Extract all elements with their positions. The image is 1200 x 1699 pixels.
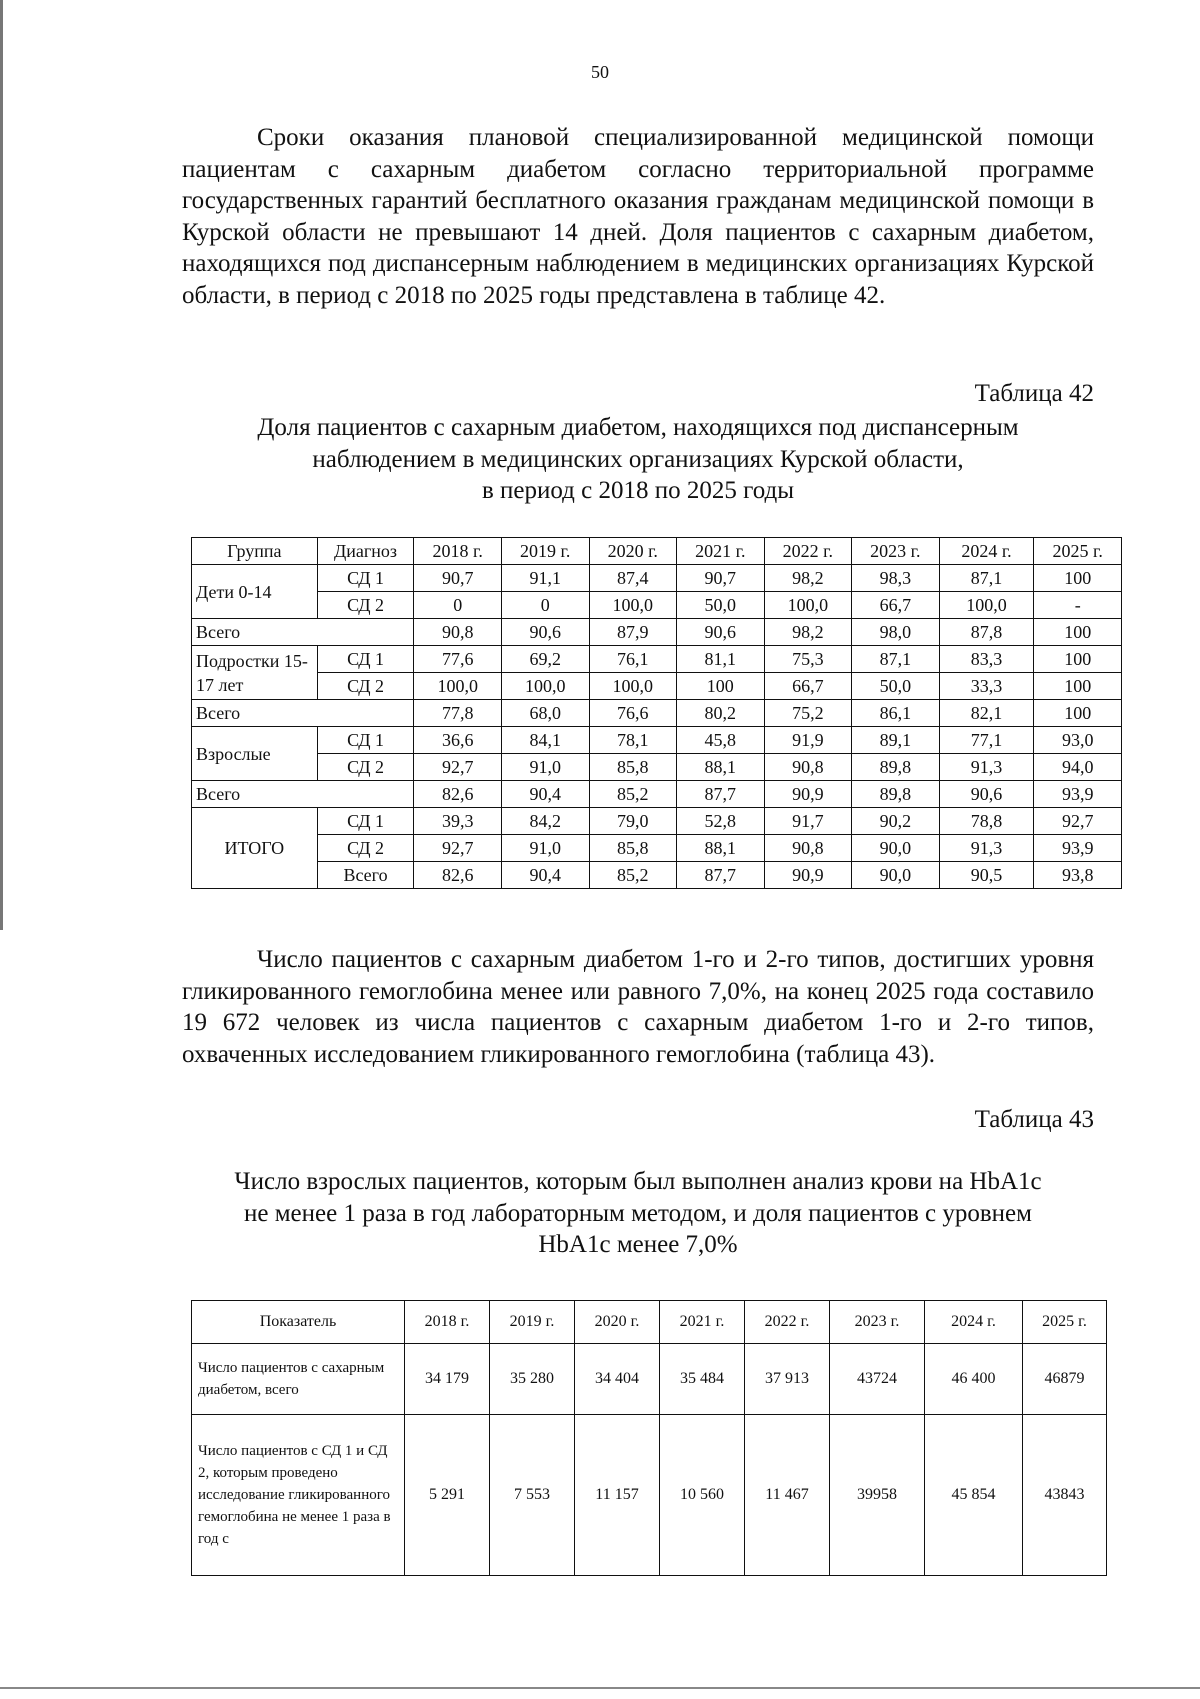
- table-43-caption: [182, 1166, 1094, 1261]
- value-cell: 94,0: [1034, 754, 1122, 781]
- value-cell: 86,1: [852, 700, 940, 727]
- value-cell: 98,2: [764, 565, 852, 592]
- table-42-body: [192, 565, 1122, 889]
- value-cell: 90,0: [852, 862, 940, 889]
- header-cell: 2025 г.: [1034, 538, 1122, 565]
- header-cell: 2020 г.: [575, 1301, 660, 1344]
- caption-line: Число взрослых пациентов, которым был выполнен анализ крови на HbA1c: [234, 1168, 1042, 1195]
- value-cell: 75,2: [764, 700, 852, 727]
- value-cell: 85,8: [589, 835, 677, 862]
- table-42: [191, 537, 1122, 889]
- value-cell: 0: [501, 592, 589, 619]
- value-cell: 43724: [830, 1344, 925, 1415]
- caption-line: в период с 2018 по 2025 годы: [481, 477, 795, 504]
- value-cell: 93,8: [1034, 862, 1122, 889]
- header-cell: 2022 г.: [745, 1301, 830, 1344]
- value-cell: 90,6: [501, 619, 589, 646]
- diagnosis-cell: СД 1: [317, 565, 414, 592]
- header-cell: Показатель: [192, 1301, 405, 1344]
- header-cell: 2022 г.: [764, 538, 852, 565]
- header-cell: 2018 г.: [405, 1301, 490, 1344]
- value-cell: 93,9: [1034, 835, 1122, 862]
- value-cell: 92,7: [1034, 808, 1122, 835]
- table-row: [192, 592, 1122, 619]
- value-cell: 82,6: [414, 862, 502, 889]
- value-cell: 91,9: [764, 727, 852, 754]
- value-cell: 76,1: [589, 646, 677, 673]
- value-cell: 79,0: [589, 808, 677, 835]
- value-cell: 11 157: [575, 1415, 660, 1576]
- diagnosis-cell: СД 1: [317, 808, 414, 835]
- header-cell: Диагноз: [317, 538, 414, 565]
- total-label-cell: Всего: [192, 781, 414, 808]
- scan-bottom-edge: [0, 1687, 1200, 1689]
- value-cell: 50,0: [852, 673, 940, 700]
- value-cell: 75,3: [764, 646, 852, 673]
- header-cell: 2024 г.: [925, 1301, 1023, 1344]
- header-cell: 2023 г.: [852, 538, 940, 565]
- value-cell: 90,8: [414, 619, 502, 646]
- value-cell: 90,7: [677, 565, 765, 592]
- diagnosis-cell: СД 2: [317, 754, 414, 781]
- value-cell: 52,8: [677, 808, 765, 835]
- value-cell: 87,1: [852, 646, 940, 673]
- value-cell: 100: [677, 673, 765, 700]
- value-cell: 87,8: [939, 619, 1034, 646]
- value-cell: 90,8: [764, 835, 852, 862]
- header-cell: Группа: [192, 538, 318, 565]
- value-cell: 68,0: [501, 700, 589, 727]
- value-cell: 91,3: [939, 835, 1034, 862]
- value-cell: 100,0: [501, 673, 589, 700]
- value-cell: 88,1: [677, 835, 765, 862]
- value-cell: 50,0: [677, 592, 765, 619]
- diagnosis-cell: СД 1: [317, 727, 414, 754]
- value-cell: 98,2: [764, 619, 852, 646]
- value-cell: 46 400: [925, 1344, 1023, 1415]
- header-cell: 2024 г.: [939, 538, 1034, 565]
- caption-line: HbA1c менее 7,0%: [538, 1231, 738, 1258]
- value-cell: 84,1: [501, 727, 589, 754]
- value-cell: 45 854: [925, 1415, 1023, 1576]
- value-cell: 87,1: [939, 565, 1034, 592]
- value-cell: 93,9: [1034, 781, 1122, 808]
- table-row: [192, 835, 1122, 862]
- header-cell: 2021 г.: [677, 538, 765, 565]
- value-cell: 11 467: [745, 1415, 830, 1576]
- value-cell: 43843: [1023, 1415, 1107, 1576]
- value-cell: 98,3: [852, 565, 940, 592]
- value-cell: 100: [1034, 619, 1122, 646]
- value-cell: 88,1: [677, 754, 765, 781]
- value-cell: 78,8: [939, 808, 1034, 835]
- value-cell: 85,2: [589, 781, 677, 808]
- header-cell: 2020 г.: [589, 538, 677, 565]
- value-cell: 87,7: [677, 781, 765, 808]
- caption-line: не менее 1 раза в год лабораторным методом, и доля пациентов с уровнем: [244, 1199, 1032, 1227]
- value-cell: 46879: [1023, 1344, 1107, 1415]
- value-cell: 90,9: [764, 781, 852, 808]
- table-43-label: Таблица 43: [974, 1106, 1094, 1133]
- page-number: 50: [591, 62, 609, 82]
- value-cell: 91,0: [501, 835, 589, 862]
- value-cell: 84,2: [501, 808, 589, 835]
- results-paragraph: Число пациентов с сахарным диабетом 1-го и 2-го типов, достигших уровня гликированного гемоглобина менее или равного 7,0%, на конец 2025 года составило 19 672 человек из числа пациентов с сахарным диабетом 1-го и 2-го типов, охваченных исследованием гликированного гемоглобина (таблица 43).: [182, 946, 1094, 1068]
- diagnosis-cell: СД 1: [317, 646, 414, 673]
- value-cell: 91,7: [764, 808, 852, 835]
- value-cell: 100: [1034, 700, 1122, 727]
- table-42-caption: [182, 412, 1094, 507]
- value-cell: -: [1034, 592, 1122, 619]
- value-cell: 91,3: [939, 754, 1034, 781]
- diagnosis-cell: СД 2: [317, 592, 414, 619]
- scan-left-edge: [0, 0, 3, 930]
- value-cell: 33,3: [939, 673, 1034, 700]
- value-cell: 90,5: [939, 862, 1034, 889]
- header-cell: 2023 г.: [830, 1301, 925, 1344]
- value-cell: 90,6: [677, 619, 765, 646]
- diagnosis-cell: СД 2: [317, 835, 414, 862]
- value-cell: 100,0: [589, 592, 677, 619]
- value-cell: 77,1: [939, 727, 1034, 754]
- value-cell: 82,1: [939, 700, 1034, 727]
- value-cell: 77,8: [414, 700, 502, 727]
- diagnosis-cell: Всего: [317, 862, 414, 889]
- indicator-cell: Число пациентов с СД 1 и СД 2, которым проведено исследование гликированного гемоглобина не менее 1 раза в год с: [192, 1415, 405, 1576]
- value-cell: 78,1: [589, 727, 677, 754]
- table-row: [192, 1415, 1107, 1576]
- header-cell: 2025 г.: [1023, 1301, 1107, 1344]
- caption-line: Доля пациентов с сахарным диабетом, находящихся под диспансерным: [257, 414, 1019, 441]
- value-cell: 66,7: [852, 592, 940, 619]
- group-cell: Дети 0-14: [192, 565, 318, 619]
- header-cell: 2019 г.: [501, 538, 589, 565]
- value-cell: 45,8: [677, 727, 765, 754]
- header-cell: 2019 г.: [490, 1301, 575, 1344]
- group-cell: Подростки 15-17 лет: [192, 646, 318, 700]
- value-cell: 83,3: [939, 646, 1034, 673]
- value-cell: 98,0: [852, 619, 940, 646]
- table-row: [192, 727, 1122, 754]
- group-cell: ИТОГО: [192, 808, 318, 889]
- value-cell: 90,8: [764, 754, 852, 781]
- value-cell: 34 404: [575, 1344, 660, 1415]
- table-row: [192, 781, 1122, 808]
- table-header-row: [192, 1301, 1107, 1344]
- total-label-cell: Всего: [192, 700, 414, 727]
- table-row: [192, 673, 1122, 700]
- group-cell: Взрослые: [192, 727, 318, 781]
- value-cell: 35 280: [490, 1344, 575, 1415]
- value-cell: 92,7: [414, 835, 502, 862]
- value-cell: 80,2: [677, 700, 765, 727]
- value-cell: 76,6: [589, 700, 677, 727]
- table-row: [192, 862, 1122, 889]
- value-cell: 10 560: [660, 1415, 745, 1576]
- value-cell: 66,7: [764, 673, 852, 700]
- value-cell: 87,9: [589, 619, 677, 646]
- value-cell: 0: [414, 592, 502, 619]
- value-cell: 100,0: [414, 673, 502, 700]
- value-cell: 39,3: [414, 808, 502, 835]
- value-cell: 100,0: [764, 592, 852, 619]
- table-43-body: [192, 1344, 1107, 1576]
- table-42-label: Таблица 42: [974, 380, 1094, 407]
- value-cell: 100,0: [939, 592, 1034, 619]
- total-label-cell: Всего: [192, 619, 414, 646]
- table-row: [192, 1344, 1107, 1415]
- table-row: [192, 700, 1122, 727]
- value-cell: 93,0: [1034, 727, 1122, 754]
- value-cell: 37 913: [745, 1344, 830, 1415]
- caption-line: наблюдением в медицинских организациях Курской области,: [312, 445, 964, 473]
- value-cell: 85,2: [589, 862, 677, 889]
- value-cell: 36,6: [414, 727, 502, 754]
- value-cell: 90,2: [852, 808, 940, 835]
- value-cell: 100: [1034, 565, 1122, 592]
- value-cell: 92,7: [414, 754, 502, 781]
- value-cell: 90,7: [414, 565, 502, 592]
- header-cell: 2021 г.: [660, 1301, 745, 1344]
- value-cell: 77,6: [414, 646, 502, 673]
- value-cell: 89,1: [852, 727, 940, 754]
- value-cell: 91,0: [501, 754, 589, 781]
- table-row: [192, 646, 1122, 673]
- value-cell: 89,8: [852, 781, 940, 808]
- diagnosis-cell: СД 2: [317, 673, 414, 700]
- value-cell: 5 291: [405, 1415, 490, 1576]
- table-row: [192, 808, 1122, 835]
- table-row: [192, 754, 1122, 781]
- value-cell: 82,6: [414, 781, 502, 808]
- value-cell: 85,8: [589, 754, 677, 781]
- header-cell: 2018 г.: [414, 538, 502, 565]
- value-cell: 34 179: [405, 1344, 490, 1415]
- value-cell: 90,0: [852, 835, 940, 862]
- table-row: [192, 565, 1122, 592]
- intro-paragraph: Сроки оказания плановой специализированной медицинской помощи пациентам с сахарным диабетом согласно территориальной программе государственных гарантий бесплатного оказания гражданам медицинской помощи в Курской области не превышают 14 дней. Доля пациентов с сахарным диабетом, находящихся под диспансерным наблюдением в медицинских организациях Курской области, в период с 2018 по 2025 годы представлена в таблице 42.: [182, 124, 1094, 309]
- value-cell: 89,8: [852, 754, 940, 781]
- value-cell: 87,7: [677, 862, 765, 889]
- value-cell: 69,2: [501, 646, 589, 673]
- value-cell: 100: [1034, 646, 1122, 673]
- value-cell: 100: [1034, 673, 1122, 700]
- indicator-cell: Число пациентов с сахарным диабетом, всего: [192, 1344, 405, 1415]
- value-cell: 7 553: [490, 1415, 575, 1576]
- value-cell: 90,9: [764, 862, 852, 889]
- table-row: [192, 619, 1122, 646]
- value-cell: 100,0: [589, 673, 677, 700]
- value-cell: 81,1: [677, 646, 765, 673]
- value-cell: 90,4: [501, 781, 589, 808]
- value-cell: 90,4: [501, 862, 589, 889]
- table-43: [191, 1300, 1107, 1576]
- value-cell: 35 484: [660, 1344, 745, 1415]
- value-cell: 87,4: [589, 565, 677, 592]
- value-cell: 39958: [830, 1415, 925, 1576]
- table-header-row: [192, 538, 1122, 565]
- value-cell: 91,1: [501, 565, 589, 592]
- value-cell: 90,6: [939, 781, 1034, 808]
